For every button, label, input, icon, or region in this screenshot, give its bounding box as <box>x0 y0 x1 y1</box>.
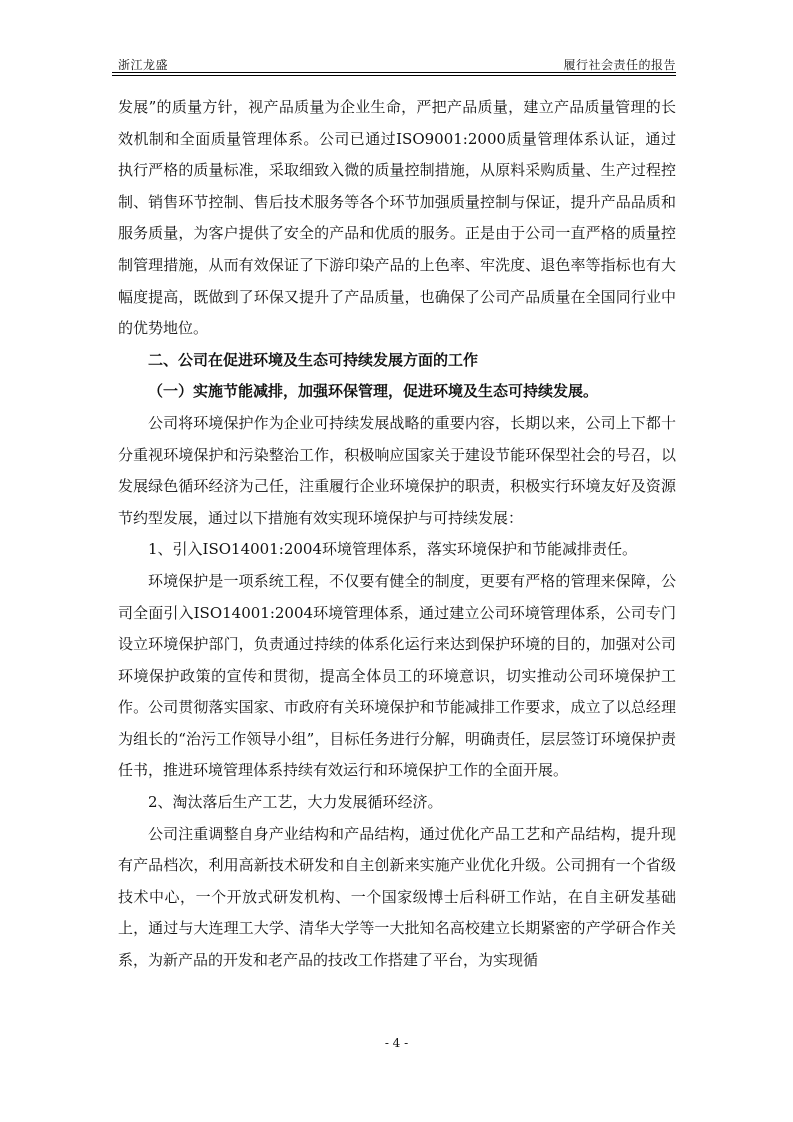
header-company: 浙江龙盛 <box>118 58 169 72</box>
paragraph-industry: 公司注重调整自身产业结构和产品结构，通过优化产品工艺和产品结构，提升现有产品档次，利用高新技术研发和自主创新来实施产业优化升级。公司拥有一个省级技术中心，一个开放式研发机构、一个国家级博士后科研工作站，在自主研发基础上，通过与大连理工大学、清华大学等一大批知名高校建立长期紧密的产学研合作关系，为新产品的开发和老产品的技改工作搭建了平台，为实现循 <box>118 824 676 970</box>
header-report-title: 履行社会责任的报告 <box>563 58 676 72</box>
paragraph-environment: 公司将环境保护作为企业可持续发展战略的重要内容，长期以来，公司上下都十分重视环境保护和污染整治工作，积极响应国家关于建设节能环保型社会的号召，以发展绿色循环经济为己任，注重履行企业环境保护的职责，积极实行环境友好及资源节约型发展，通过以下措施有效实现环境保护与可持续发展： <box>118 413 676 527</box>
page-number: - 4 - <box>384 1036 409 1050</box>
list-item-1: 1、引入ISO14001:2004环境管理体系，落实环境保护和节能减排责任。 <box>148 540 637 559</box>
section-heading: 二、公司在促进环境及生态可持续发展方面的工作 <box>148 350 479 369</box>
header-rule-thin <box>112 72 676 73</box>
page-header <box>118 52 676 72</box>
subsection-heading: （一）实施节能减排，加强环保管理，促进环境及生态可持续发展。 <box>148 382 599 401</box>
paragraph-quality: 发展”的质量方针，视产品质量为企业生命，严把产品质量，建立产品质量管理的长效机制和全面质量管理体系。公司已通过ISO9001:2000质量管理体系认证，通过执行严格的质量标准，采取细致入微的质量控制措施，从原料采购质量、生产过程控制、销售环节控制、售后技术服务等各个环节加强质量控制与保证，提升产品品质和服务质量，为客户提供了安全的产品和优质的服务。正是由于公司一直严格的质量控制管理措施，从而有效保证了下游印染产品的上色率、牢洗度、退色率等指标也有大幅度提高，既做到了环保又提升了产品质量，也确保了公司产品质量在全国同行业中的优势地位。 <box>118 98 676 338</box>
header-rule-thick <box>112 75 676 76</box>
paragraph-iso14001: 环境保护是一项系统工程，不仅要有健全的制度，更要有严格的管理来保障，公司全面引入ISO14001:2004环境管理体系，通过建立公司环境管理体系，公司专门设立环境保护部门，负责通过持续的体系化运行来达到保护环境的目的，加强对公司环境保护政策的宣传和贯彻，提高全体员工的环境意识，切实推动公司环境保护工作。公司贯彻落实国家、市政府有关环境保护和节能减排工作要求，成立了以总经理为组长的“治污工作领导小组”，目标任务进行分解，明确责任，层层签订环境保护责任书，推进环境管理体系持续有效运行和环境保护工作的全面开展。 <box>118 571 676 780</box>
list-item-2: 2、淘汰落后生产工艺，大力发展循环经济。 <box>148 793 443 812</box>
document-body <box>118 92 676 977</box>
